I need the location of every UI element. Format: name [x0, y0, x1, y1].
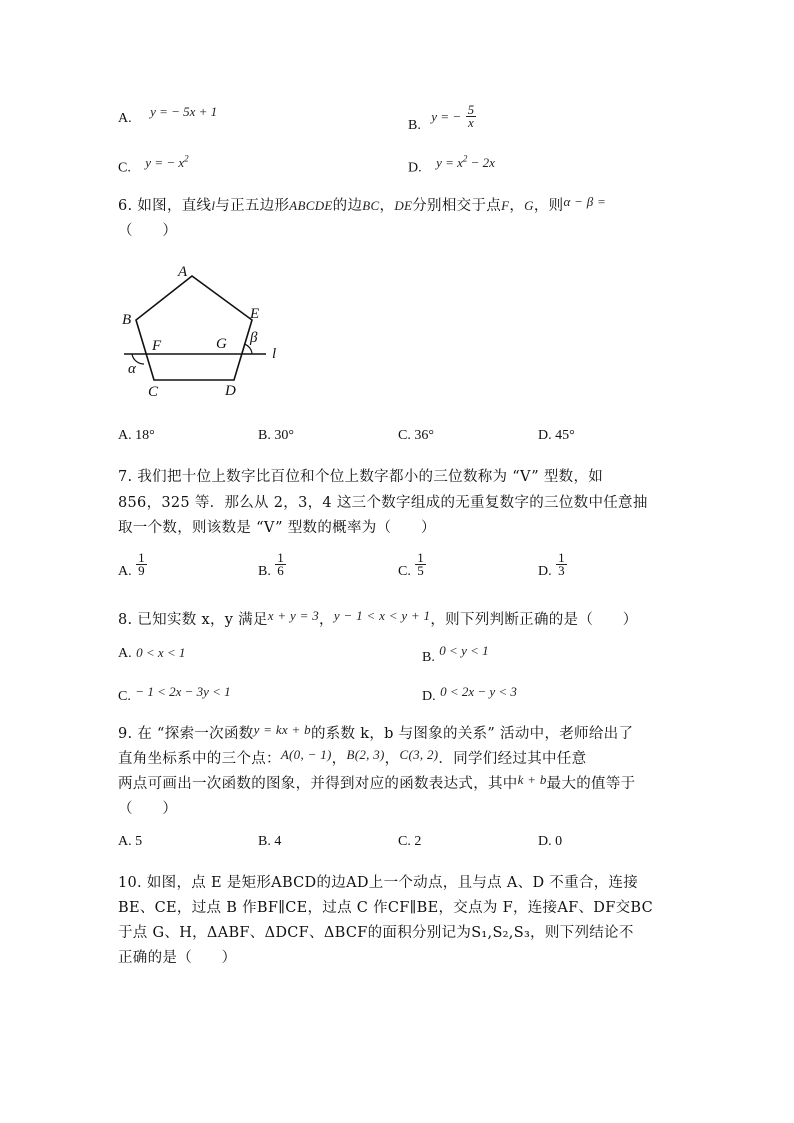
q8-options-2-expr: − 1 < 2x − 3y < 1	[135, 684, 231, 699]
q8-options-0-label: A.	[118, 646, 132, 661]
q5-option-d[interactable]	[408, 154, 495, 176]
q8-options-1-label: B.	[422, 650, 435, 665]
q5-option-c[interactable]	[118, 154, 189, 176]
q6-options-1-value: 30°	[274, 428, 294, 443]
q7-options-2-den: 5	[417, 563, 424, 578]
q6-options-3-label: D.	[538, 428, 552, 443]
q5-option-b[interactable]	[408, 102, 476, 133]
q9-option-d[interactable]	[538, 834, 562, 850]
q9-pB: B(2, 3)	[346, 747, 385, 762]
q6-var-l: l	[211, 198, 216, 213]
q6-option-d[interactable]	[538, 428, 575, 444]
q6-options-0-label: A.	[118, 428, 132, 443]
label-E: E	[250, 306, 260, 322]
q8-expr2: y − 1 < x < y + 1	[333, 608, 431, 623]
q9-pC: C(3, 2)	[399, 747, 439, 762]
q9-line1-expr: y = kx + b	[253, 722, 311, 737]
q6-options-1-label: B.	[258, 428, 271, 443]
q5-options-1-frac-num: 5	[467, 102, 475, 117]
q9-line2-a: 直角坐标系中的三个点：	[118, 751, 281, 767]
label-D: D	[225, 383, 236, 399]
q9-option-a[interactable]	[118, 834, 142, 850]
q7-options-0-den: 9	[138, 563, 145, 578]
q9-line-2	[118, 747, 586, 768]
q6-var-de: DE	[394, 198, 413, 213]
q5-options-2-expr: y = − x	[145, 155, 185, 171]
regular-pentagon	[136, 276, 252, 380]
q7-line-3: 取一个数，则该数是 “V” 型数的概率为（ ）	[118, 520, 436, 536]
q5-options-3-sup: 2	[462, 154, 468, 164]
label-G: G	[216, 336, 227, 352]
q6-options-2-label: C.	[398, 428, 411, 443]
q10-line-4: 正确的是（ ）	[118, 950, 237, 966]
q7-options-0-num: 1	[138, 550, 145, 565]
label-beta: β	[250, 330, 258, 346]
fraction	[466, 104, 477, 129]
q7-options-3-label: D.	[538, 563, 552, 579]
q8-text-b: ，则下列判断正确的是（ ）	[430, 612, 638, 628]
q8-options-1-expr: 0 < y < 1	[439, 643, 489, 658]
q9-line1-a: 9. 在 “探索一次函数	[118, 726, 254, 742]
q9-option-c[interactable]	[398, 834, 421, 850]
q9-options-0-label: A.	[118, 834, 132, 849]
q9-options-2-label: C.	[398, 834, 411, 849]
q7-options-0-label: A.	[118, 563, 132, 579]
q8-option-d[interactable]	[422, 684, 517, 704]
q9-pA: A(0, − 1)	[280, 747, 332, 762]
q8-expr1: x + y = 3	[267, 608, 320, 623]
q6-expr: α − β =	[563, 194, 607, 209]
q9-options-1-value: 4	[274, 834, 282, 849]
q8-number: 8.	[118, 612, 133, 628]
q7-option-c[interactable]	[398, 552, 426, 577]
q9-options-3-label: D.	[538, 834, 552, 849]
q7-options-1-num: 1	[277, 550, 284, 565]
q9-line3-b: 最大的值等于	[546, 776, 636, 792]
q9-line-3	[118, 772, 635, 793]
option-label: C.	[118, 160, 131, 176]
q6-text-f: ，	[509, 198, 525, 214]
q6-option-c[interactable]	[398, 428, 434, 444]
q8-option-c[interactable]	[118, 684, 231, 704]
q8-options-2-label: C.	[118, 689, 131, 704]
q7-options-3-den: 3	[558, 563, 565, 578]
option-expr	[436, 155, 495, 170]
q5-options-3-expr-b: − 2x	[467, 155, 495, 171]
q10-line-2: BE、CE，过点 B 作BF∥CE，过点 C 作CF∥BE，交点为 F，连接AF、DF交BC	[118, 900, 653, 916]
q7-line-2: 856，325 等．那么从 2，3，4 这三个数字组成的无重复数字的三位数中任意抽	[118, 495, 648, 511]
pentagon-figure	[110, 258, 300, 408]
q6-stem	[118, 194, 606, 215]
q8-options-3-label: D.	[422, 689, 436, 704]
option-expr: y = −	[431, 108, 462, 124]
option-expr: y = − 5x + 1	[150, 104, 218, 119]
q10-line-1: 10. 如图，点 E 是矩形ABCD的边AD上一个动点，且与点 A、D 不重合，连接	[118, 875, 639, 891]
q7-line-1: 7. 我们把十位上数字比百位和个位上数字都小的三位数称为 “V” 型数，如	[118, 469, 604, 485]
q7-options-1-den: 6	[277, 563, 284, 578]
q6-number: 6.	[118, 198, 133, 214]
q9-options-3-value: 0	[555, 834, 563, 849]
q8-options-0-expr: 0 < x < 1	[136, 645, 186, 660]
q9-line3-a: 两点可画出一次函数的图象，并得到对应的函数表达式，其中	[118, 776, 518, 792]
q6-var-bc: BC	[362, 198, 380, 213]
q6-text-e: 分别相交于点	[412, 198, 502, 214]
q6-options-0-value: 18°	[135, 428, 155, 443]
q6-text-b: 与正五边形	[215, 198, 290, 214]
q7-option-a[interactable]	[118, 552, 147, 577]
q5-options-2-sup: 2	[184, 154, 189, 164]
q9-option-b[interactable]	[258, 834, 281, 850]
q7-options-1-label: B.	[258, 563, 271, 579]
q6-var-f: F	[501, 198, 510, 213]
q8-stem	[118, 608, 638, 629]
q6-answer-paren: （ ）	[118, 223, 178, 239]
q9-line-1	[118, 722, 633, 743]
q6-text-c: 的边	[332, 198, 363, 214]
q6-text-a: 如图，直线	[137, 198, 212, 214]
q7-options-2-label: C.	[398, 563, 411, 579]
q6-options-3-value: 45°	[555, 428, 575, 443]
q7-option-d[interactable]	[538, 552, 567, 577]
q6-text-g: ，则	[533, 198, 564, 214]
label-F: F	[152, 338, 162, 354]
option-label: A.	[118, 111, 132, 126]
q9-options-2-value: 2	[414, 834, 422, 849]
label-A: A	[178, 264, 188, 280]
option-label: D.	[408, 160, 422, 176]
q9-sep2: ，	[384, 751, 400, 767]
q9-line3-expr: k + b	[517, 772, 547, 787]
q8-sep: ，	[319, 612, 334, 628]
q6-option-b[interactable]	[258, 428, 294, 444]
q8-option-a[interactable]	[118, 645, 185, 662]
q10-line-3: 于点 G、H，ΔABF、ΔDCF、ΔBCF的面积分别记为S₁,S₂,S₃，则下列结论不	[118, 925, 634, 941]
q9-options-1-label: B.	[258, 834, 271, 849]
q6-option-a[interactable]	[118, 428, 155, 444]
q9-sep1: ，	[331, 751, 347, 767]
q5-options-1-frac-den: x	[467, 115, 474, 130]
q9-line2-b: ．同学们经过其中任意	[438, 751, 587, 767]
q9-line-4: （ ）	[118, 801, 178, 817]
label-alpha: α	[128, 361, 136, 377]
q8-text-a: 已知实数 x，y 满足	[137, 612, 268, 628]
q7-options-3-num: 1	[558, 550, 565, 565]
q6-options-2-value: 36°	[414, 428, 434, 443]
option-expr	[145, 155, 188, 170]
q6-var-g: G	[524, 198, 534, 213]
q5-options-3-expr-a: y = x	[436, 155, 463, 171]
q6-var-abcde: ABCDE	[289, 198, 333, 213]
label-B: B	[122, 312, 132, 328]
q6-text-d: ，	[379, 198, 395, 214]
option-label: B.	[408, 117, 421, 133]
q7-options-2-num: 1	[417, 550, 424, 565]
q8-option-b[interactable]	[422, 643, 489, 665]
q7-option-b[interactable]	[258, 552, 286, 577]
q8-options-3-expr: 0 < 2x − y < 3	[440, 684, 517, 699]
label-C: C	[148, 384, 159, 400]
q5-option-a[interactable]	[118, 104, 218, 127]
label-l: l	[272, 346, 277, 362]
q9-options-0-value: 5	[135, 834, 143, 849]
q9-line1-b: 的系数 k，b 与图象的关系” 活动中，老师给出了	[310, 726, 634, 742]
